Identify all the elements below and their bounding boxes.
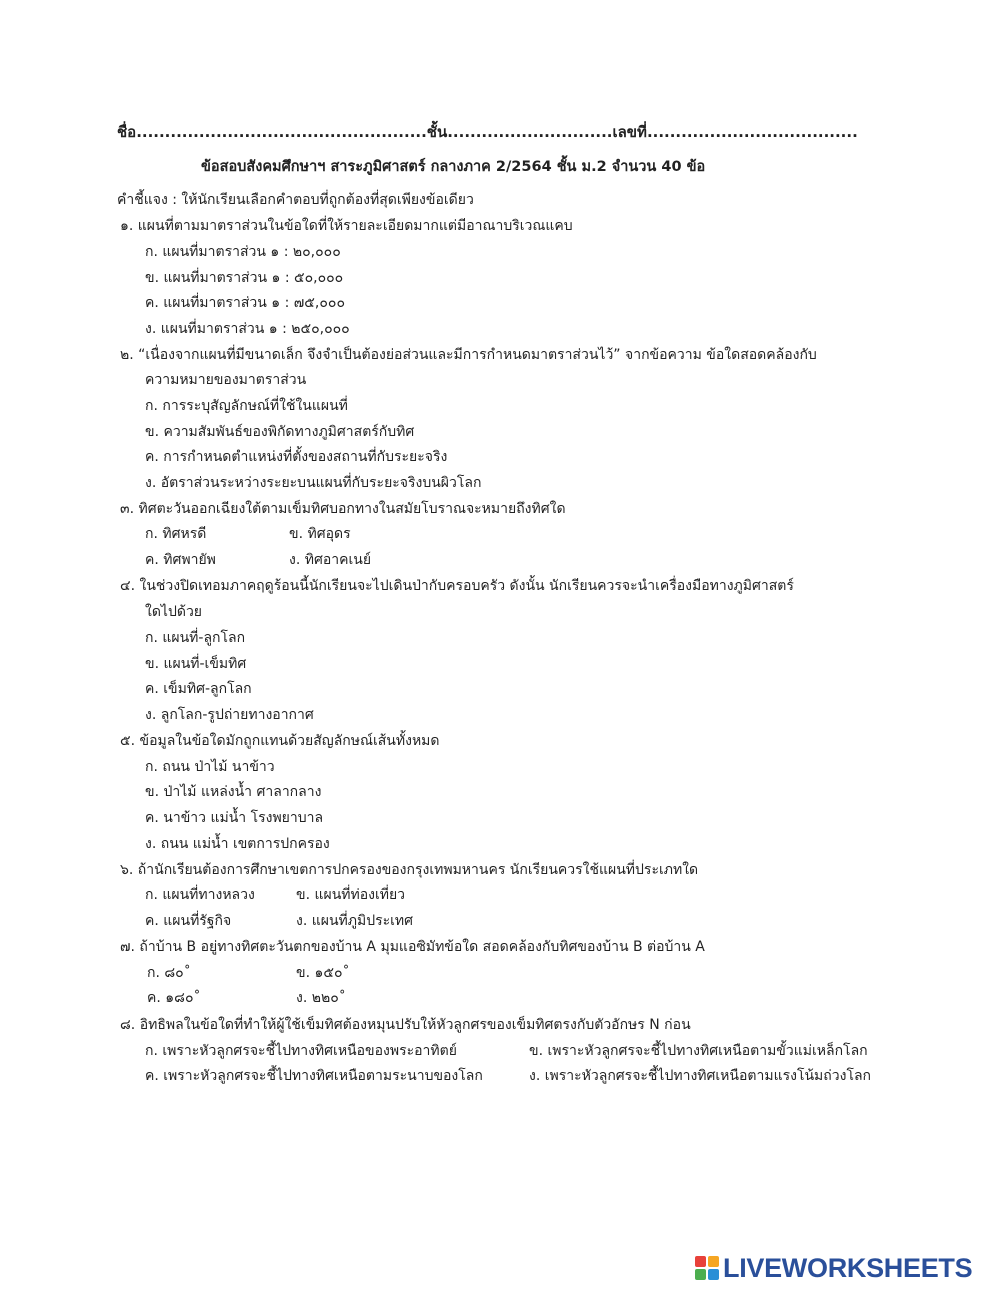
exam-title: ข้อสอบสังคมศึกษาฯ สาระภูมิศาสตร์ กลางภาค 2/2564 ชั้น ม.2 จำนวน 40 ข้อ <box>201 159 706 175</box>
q7-choice-a[interactable]: ก. ๘๐˚ <box>147 965 191 981</box>
question-2-stem-cont: ความหมายของมาตราส่วน <box>145 372 307 388</box>
instructions: คำชี้แจง : ให้นักเรียนเลือกคำตอบที่ถูกต้องที่สุดเพียงข้อเดียว <box>117 192 474 208</box>
q4-choice-a[interactable]: ก. แผนที่-ลูกโลก <box>145 630 246 646</box>
q4-choice-d[interactable]: ง. ลูกโลก-รูปถ่ายทางอากาศ <box>145 707 314 723</box>
q1-choice-d[interactable]: ง. แผนที่มาตราส่วน ๑ : ๒๕๐,๐๐๐ <box>145 321 350 337</box>
q1-choice-b[interactable]: ข. แผนที่มาตราส่วน ๑ : ๕๐,๐๐๐ <box>145 270 344 286</box>
logo-text: LIVEWORKSHEETS <box>723 1252 973 1283</box>
q7-choice-b[interactable]: ข. ๑๕๐˚ <box>296 965 350 981</box>
q3-choice-c[interactable]: ค. ทิศพายัพ <box>145 552 216 568</box>
logo-grid-icon <box>695 1256 719 1280</box>
question-8-stem: ๘. อิทธิพลในข้อใดที่ทำให้ผู้ใช้เข็มทิศต้องหมุนปรับให้หัวลูกศรของเข็มทิศตรงกับตัวอักษร N ก่อน <box>120 1017 691 1033</box>
q2-choice-d[interactable]: ง. อัตราส่วนระหว่างระยะบนแผนที่กับระยะจริงบนผิวโลก <box>145 475 482 491</box>
q6-choice-d[interactable]: ง. แผนที่ภูมิประเทศ <box>296 913 414 929</box>
question-1-stem: ๑. แผนที่ตามมาตราส่วนในข้อใดที่ให้รายละเอียดมากแต่มีอาณาบริเวณแคบ <box>120 218 573 234</box>
q3-choice-d[interactable]: ง. ทิศอาคเนย์ <box>289 552 372 568</box>
question-2-stem: ๒. “เนื่องจากแผนที่มีขนาดเล็ก จึงจำเป็นต้องย่อส่วนและมีการกำหนดมาตราส่วนไว้” จากข้อความ ข้อใดสอดคล้องกับ <box>120 347 817 363</box>
q8-choice-a[interactable]: ก. เพราะหัวลูกศรจะชี้ไปทางทิศเหนือของพระอาทิตย์ <box>145 1043 457 1059</box>
q4-choice-c[interactable]: ค. เข็มทิศ-ลูกโลก <box>145 681 252 697</box>
q7-choice-c[interactable]: ค. ๑๘๐˚ <box>147 990 201 1006</box>
question-7-stem: ๗. ถ้าบ้าน B อยู่ทางทิศตะวันตกของบ้าน A มุมแอซิมัทข้อใด สอดคล้องกับทิศของบ้าน B ต่อบ้าน A <box>120 939 705 955</box>
q8-choice-b[interactable]: ข. เพราะหัวลูกศรจะชี้ไปทางทิศเหนือตามขั้วแม่เหล็กโลก <box>529 1043 868 1059</box>
q4-choice-b[interactable]: ข. แผนที่-เข็มทิศ <box>145 656 247 672</box>
q1-choice-c[interactable]: ค. แผนที่มาตราส่วน ๑ : ๗๕,๐๐๐ <box>145 295 345 311</box>
q6-choice-b[interactable]: ข. แผนที่ท่องเที่ยว <box>296 887 406 903</box>
q5-choice-d[interactable]: ง. ถนน แม่น้ำ เขตการปกครอง <box>145 836 330 852</box>
q3-choice-a[interactable]: ก. ทิศหรดี <box>145 526 207 542</box>
question-4-stem-cont: ใดไปด้วย <box>145 604 203 620</box>
q5-choice-b[interactable]: ข. ป่าไม้ แหล่งน้ำ ศาลากลาง <box>145 784 322 800</box>
liveworksheets-logo <box>695 1252 972 1284</box>
question-6-stem: ๖. ถ้านักเรียนต้องการศึกษาเขตการปกครองของกรุงเทพมหานคร นักเรียนควรใช้แผนที่ประเภทใด <box>120 862 699 878</box>
question-5-stem: ๕. ข้อมูลในข้อใดมักถูกแทนด้วยสัญลักษณ์เส้นทั้งหมด <box>120 733 440 749</box>
q6-choice-c[interactable]: ค. แผนที่รัฐกิจ <box>145 913 232 929</box>
q1-choice-a[interactable]: ก. แผนที่มาตราส่วน ๑ : ๒๐,๐๐๐ <box>145 244 341 260</box>
q8-choice-c[interactable]: ค. เพราะหัวลูกศรจะชี้ไปทางทิศเหนือตามระนาบของโลก <box>145 1068 483 1084</box>
q5-choice-a[interactable]: ก. ถนน ป่าไม้ นาข้าว <box>145 759 275 775</box>
q7-choice-d[interactable]: ง. ๒๒๐˚ <box>296 990 346 1006</box>
q2-choice-c[interactable]: ค. การกำหนดตำแหน่งที่ตั้งของสถานที่กับระยะจริง <box>145 449 448 465</box>
q6-choice-a[interactable]: ก. แผนที่ทางหลวง <box>145 887 255 903</box>
question-3-stem: ๓. ทิศตะวันออกเฉียงใต้ตามเข็มทิศบอกทางในสมัยโบราณจะหมายถึงทิศใด <box>120 501 566 517</box>
q3-choice-b[interactable]: ข. ทิศอุดร <box>289 526 351 542</box>
q2-choice-a[interactable]: ก. การระบุสัญลักษณ์ที่ใช้ในแผนที่ <box>145 398 348 414</box>
question-4-stem: ๔. ในช่วงปิดเทอมภาคฤดูร้อนนี้นักเรียนจะไปเดินป่ากับครอบครัว ดังนั้น นักเรียนควรจะนำเครื่องมือทางภูมิศาสตร์ <box>120 578 794 594</box>
q5-choice-c[interactable]: ค. นาข้าว แม่น้ำ โรงพยาบาล <box>145 810 324 826</box>
q2-choice-b[interactable]: ข. ความสัมพันธ์ของพิกัดทางภูมิศาสตร์กับทิศ <box>145 424 415 440</box>
student-info-line: ชื่อ...................................................ชั้น.............................เลขที่..................................... <box>117 123 858 141</box>
q8-choice-d[interactable]: ง. เพราะหัวลูกศรจะชี้ไปทางทิศเหนือตามแรงโน้มถ่วงโลก <box>529 1068 872 1084</box>
